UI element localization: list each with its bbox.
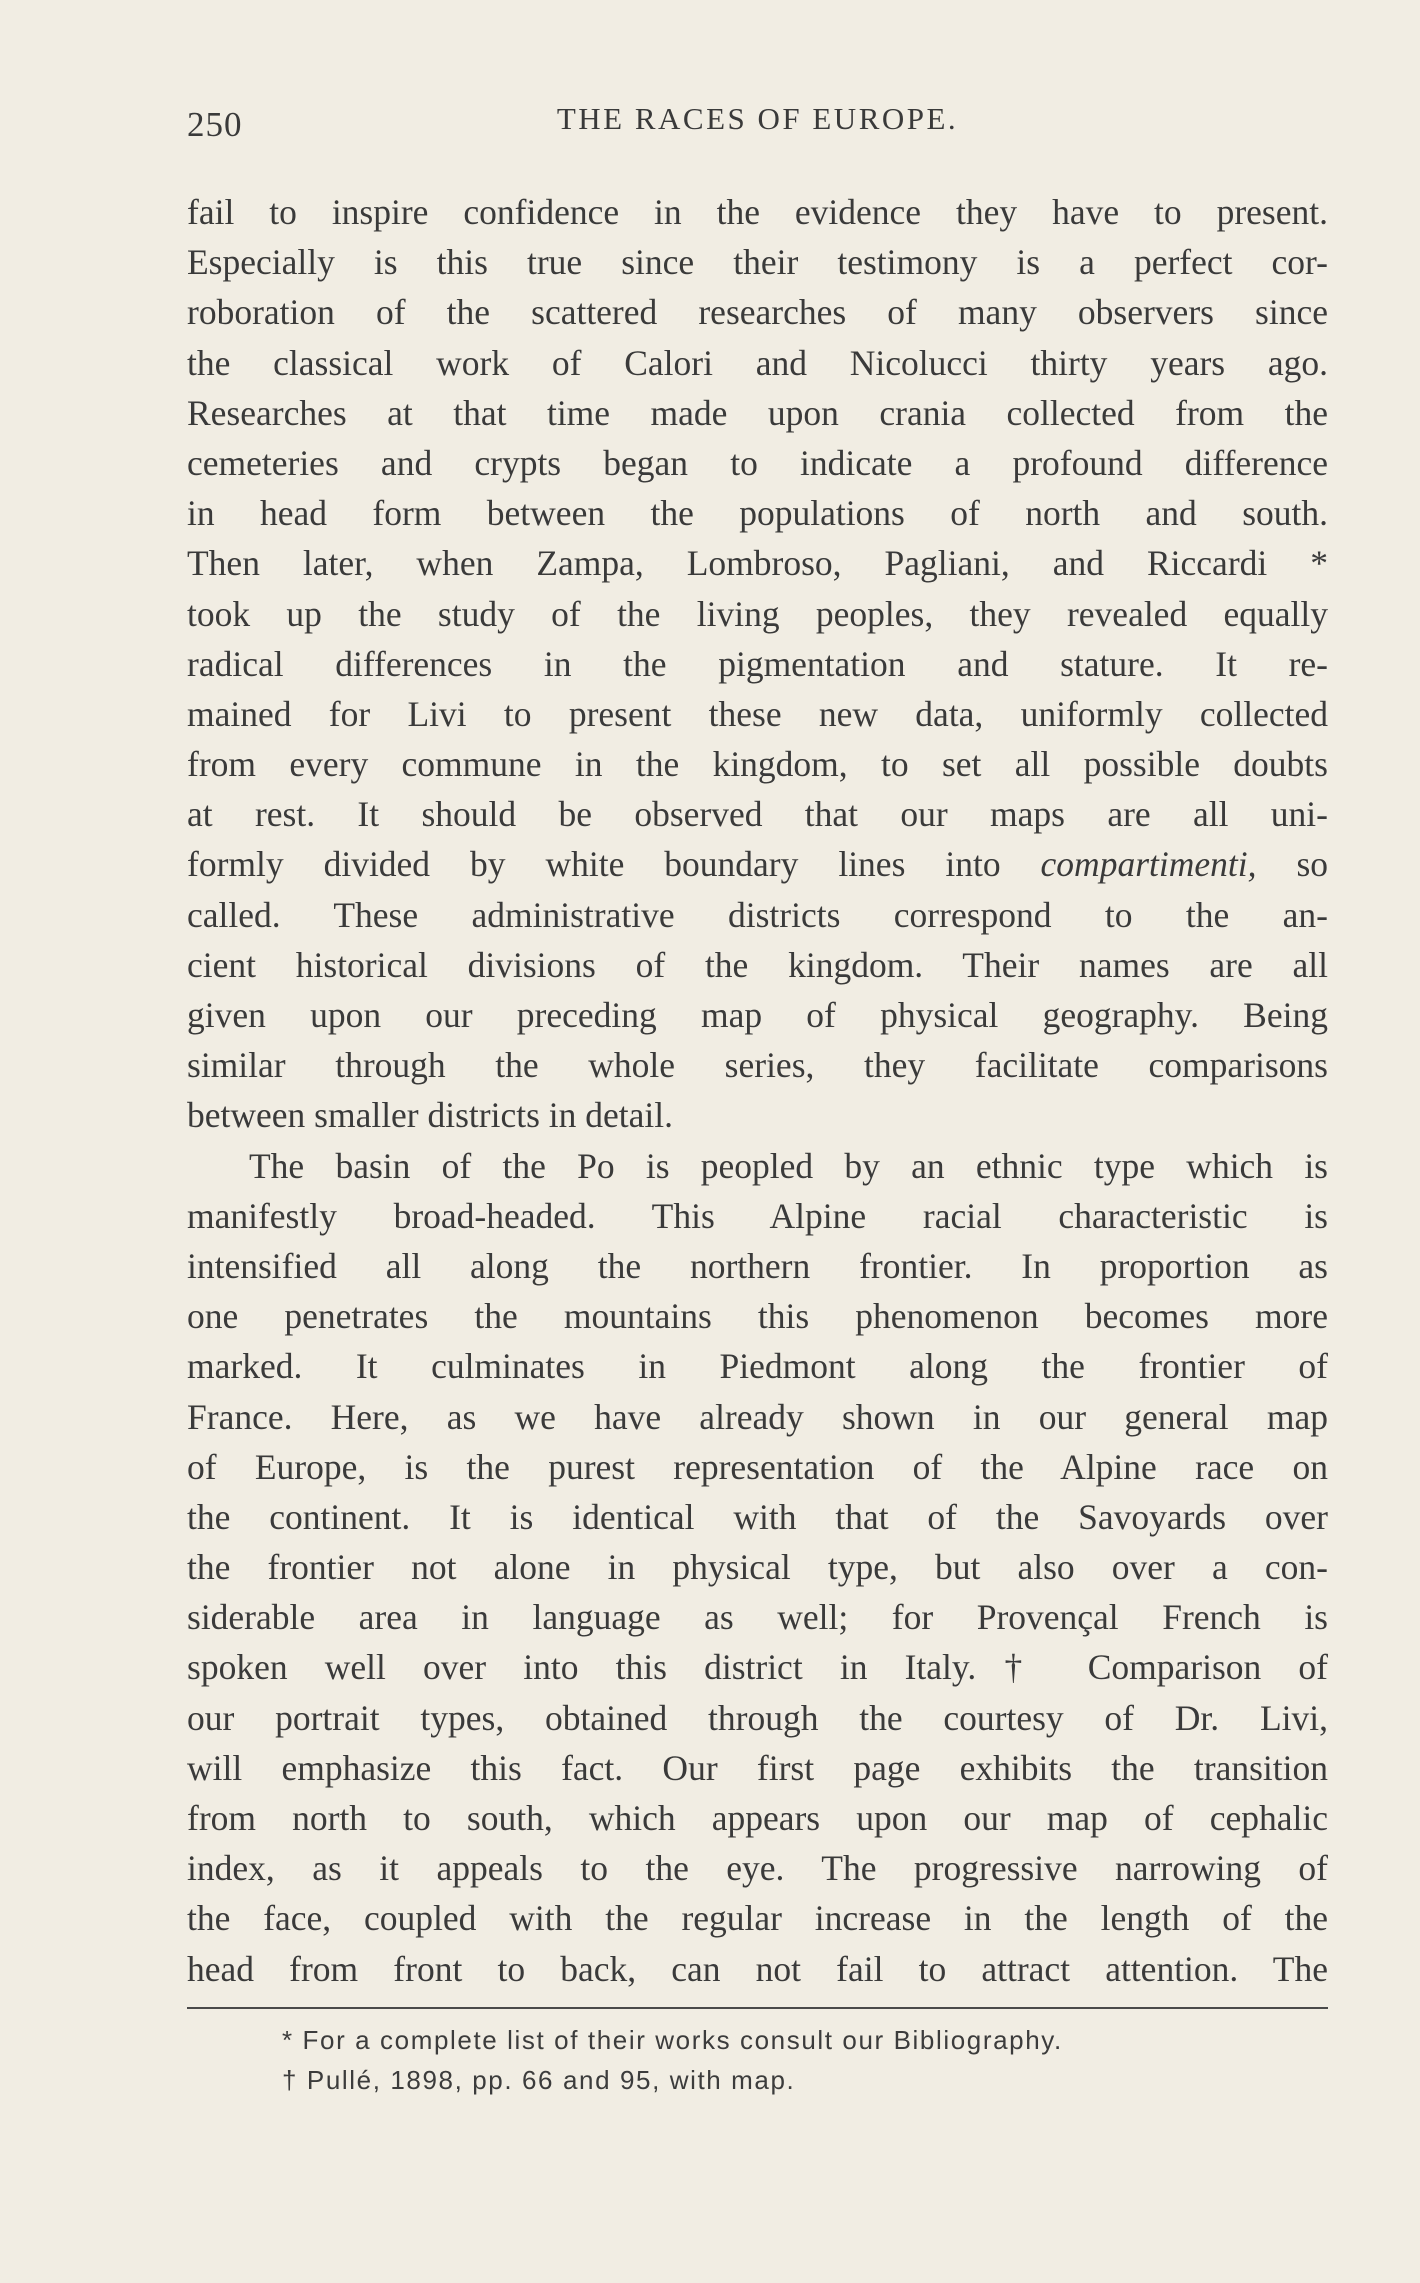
text-line: marked. It culminates in Piedmont along the frontier of: [187, 1346, 1328, 1387]
footnotes: [282, 2020, 1328, 2100]
footnote-divider: [187, 2007, 1328, 2009]
paragraph-end-line: between smaller districts in detail.: [187, 1095, 674, 1136]
text-line: called. These administrative districts correspond to the an-: [187, 894, 1328, 935]
text-line: radical differences in the pigmentation and stature. It re-: [187, 643, 1328, 684]
paragraph-start-line: The basin of the Po is peopled by an ethnic type which is: [249, 1145, 1328, 1186]
text-line: in head form between the populations of north and south.: [187, 493, 1328, 534]
page-header: [187, 95, 1328, 145]
text-line: head from front to back, can not fail to attract attention. The: [187, 1948, 1328, 1989]
text-line: the face, coupled with the regular increase in the length of the: [187, 1898, 1328, 1939]
text-line: cient historical divisions of the kingdom. Their names are all: [187, 944, 1328, 985]
text-segment: formly divided by white boundary lines into: [187, 844, 1001, 885]
text-line: Especially is this true since their testimony is a perfect cor-: [187, 242, 1328, 283]
text-line: took up the study of the living peoples, they revealed equally: [187, 593, 1328, 634]
text-line: intensified all along the northern frontier. In proportion as: [187, 1245, 1328, 1286]
italic-term: compartimenti,: [1040, 844, 1257, 885]
text-line: similar through the whole series, they facilitate comparisons: [187, 1045, 1328, 1086]
body-text: [187, 187, 1328, 1994]
text-line: France. Here, as we have already shown in our general map: [187, 1396, 1328, 1437]
text-line: fail to inspire confidence in the evidence they have to present.: [187, 192, 1328, 232]
text-line: of Europe, is the purest representation of the Alpine race on: [187, 1446, 1328, 1487]
text-line: our portrait types, obtained through the courtesy of Dr. Livi,: [187, 1697, 1328, 1738]
text-line: at rest. It should be observed that our maps are all uni-: [187, 794, 1328, 835]
text-line: Then later, when Zampa, Lombroso, Pagliani, and Riccardi *: [187, 543, 1328, 584]
page-number: 250: [187, 105, 243, 144]
text-line: will emphasize this fact. Our first page exhibits the transition: [187, 1747, 1328, 1788]
text-line: roboration of the scattered researches of many observers since: [187, 292, 1328, 333]
text-segment: so: [1296, 844, 1329, 885]
text-line: the continent. It is identical with that of the Savoyards over: [187, 1496, 1328, 1537]
text-line: siderable area in language as well; for Provençal French is: [187, 1597, 1328, 1638]
text-line: the classical work of Calori and Nicolucci thirty years ago.: [187, 342, 1328, 383]
text-line: index, as it appeals to the eye. The progressive narrowing of: [187, 1848, 1328, 1889]
footnote: † Pullé, 1898, pp. 66 and 95, with map.: [282, 2065, 796, 2095]
footnote: * For a complete list of their works consult our Bibliography.: [282, 2025, 1063, 2055]
text-line: manifestly broad-headed. This Alpine racial characteristic is: [187, 1195, 1328, 1236]
text-line: cemeteries and crypts began to indicate a profound difference: [187, 442, 1328, 483]
text-line: mained for Livi to present these new data, uniformly collected: [187, 693, 1328, 734]
running-title: THE RACES OF EUROPE.: [556, 101, 959, 136]
text-line-with-italic: [187, 839, 1328, 889]
text-line: one penetrates the mountains this phenomenon becomes more: [187, 1296, 1328, 1337]
text-line: given upon our preceding map of physical geography. Being: [187, 995, 1328, 1035]
text-line: from every commune in the kingdom, to set all possible doubts: [187, 744, 1328, 785]
text-line: from north to south, which appears upon our map of cephalic: [187, 1798, 1328, 1838]
text-line: the frontier not alone in physical type, but also over a con-: [187, 1547, 1328, 1588]
text-line: spoken well over into this district in Italy.† Comparison of: [187, 1647, 1328, 1688]
text-line: Researches at that time made upon crania collected from the: [187, 392, 1328, 433]
